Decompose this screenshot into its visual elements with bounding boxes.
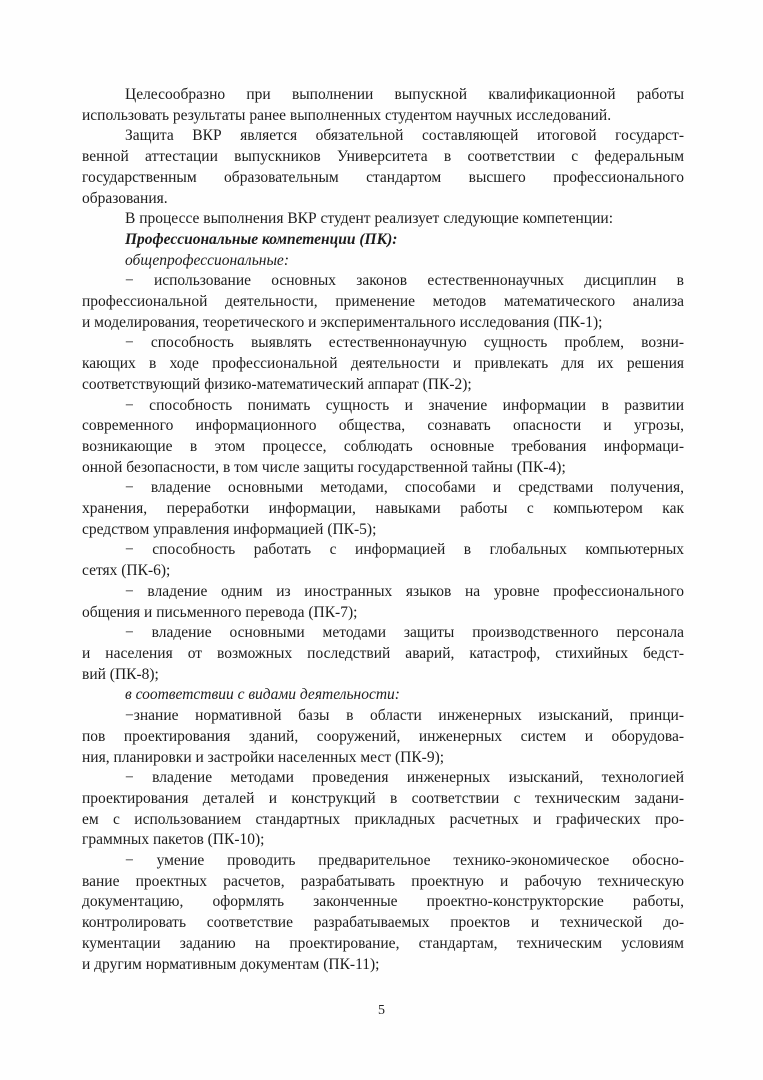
text-line: − способность работать с информацией в глобальных компьютерных [125, 541, 684, 559]
text-line: онной безопасности, в том числе защиты государственной тайны (ПК-4); [82, 458, 566, 476]
item-pk-10 [82, 768, 684, 851]
text-line: − использование основных законов естественнонаучных дисциплин в [125, 272, 684, 290]
paragraph-vkr-defense [82, 126, 684, 209]
text-line: и населения от возможных последствий аварий, катастроф, стихийных бедст- [82, 644, 684, 662]
text-line: − владение методами проведения инженерных изысканий, технологией [125, 769, 684, 787]
text-line: граммных пакетов (ПК-10); [82, 831, 265, 849]
text-line: кающих в ходе профессиональной деятельности и привлекать для их решения [82, 355, 684, 373]
item-pk-4 [82, 396, 684, 479]
item-pk-6 [82, 540, 684, 581]
text-line: вание проектных расчетов, разрабатывать проектную и рабочую техническую [82, 872, 684, 890]
subheading-general-professional [82, 251, 684, 272]
text-line: общепрофессиональные: [125, 251, 289, 269]
text-line: Целесообразно при выполнении выпускной квалификационной работы [125, 86, 684, 103]
paragraph-competencies-intro [82, 209, 684, 230]
item-pk-5 [82, 478, 684, 540]
item-pk-9 [82, 706, 684, 768]
text-line: ем с использованием стандартных прикладных расчетных и графических про- [82, 810, 684, 828]
text-line: венной аттестации выпускников Университета в соответствии с федеральным [82, 148, 684, 166]
text-line: − способность понимать сущность и значение информации в развитии [125, 396, 684, 414]
page-number: 5 [378, 1003, 385, 1018]
text-line: соответствующий физико-математический аппарат (ПК-2); [82, 375, 472, 393]
text-line: в соответствии с видами деятельности: [125, 686, 400, 704]
text-line: − владение основными методами защиты производственного персонала [125, 624, 684, 642]
text-line: хранения, переработки информации, навыками работы с компьютером как [82, 500, 684, 518]
text-line: профессиональной деятельности, применение методов математического анализа [82, 293, 684, 311]
text-line: − умение проводить предварительное технико-экономическое обосно- [125, 852, 684, 870]
item-pk-1 [82, 271, 684, 333]
text-line: общения и письменного перевода (ПК-7); [82, 603, 358, 621]
item-pk-8 [82, 623, 684, 685]
text-line: ния, планировки и застройки населенных мест (ПК-9); [82, 748, 445, 766]
text-line: использовать результаты ранее выполненных студентом научных исследований. [82, 106, 612, 124]
text-line: средством управления информацией (ПК-5); [82, 520, 377, 538]
text-line: возникающие в этом процессе, соблюдать основные требования информаци- [82, 437, 684, 455]
text-line: кументации заданию на проектирование, стандартам, техническим условиям [82, 934, 684, 952]
item-pk-11 [82, 851, 684, 975]
text-line: Профессиональные компетенции (ПК): [125, 230, 398, 248]
text-line: образования. [82, 189, 168, 207]
text-line: вий (ПК-8); [82, 665, 159, 683]
heading-professional-competencies [82, 230, 684, 251]
text-line: государственным образовательным стандартом высшего профессионального [82, 168, 684, 186]
text-line: и моделирования, теоретического и экспериментального исследования (ПК-1); [82, 313, 603, 331]
text-line: В процессе выполнения ВКР студент реализует следующие компетенции: [125, 210, 614, 228]
text-line: документацию, оформлять законченные проектно-конструкторские работы, [82, 893, 684, 911]
text-line: пов проектирования зданий, сооружений, инженерных систем и оборудова- [82, 727, 684, 745]
text-line: контролировать соответствие разрабатываемых проектов и технической до- [82, 914, 684, 932]
item-pk-7 [82, 582, 684, 623]
document-text [82, 85, 684, 975]
text-line: Защита ВКР является обязательной составляющей итоговой государст- [125, 127, 684, 145]
subheading-activity-types [82, 685, 684, 706]
text-line: − владение основными методами, способами и средствами получения, [125, 479, 684, 497]
paragraph-recommendation [82, 85, 684, 126]
text-line: − владение одним из иностранных языков на уровне профессионального [125, 582, 684, 600]
text-line: современного информационного общества, сознавать опасности и угрозы, [82, 417, 684, 435]
text-line: проектирования деталей и конструкций в соответствии с техническим задани- [82, 789, 684, 807]
item-pk-2 [82, 333, 684, 395]
text-line: и другим нормативным документам (ПК-11); [82, 955, 380, 973]
text-line: − способность выявлять естественнонаучную сущность проблем, возни- [125, 334, 684, 352]
text-line: −знание нормативной базы в области инженерных изысканий, принци- [125, 707, 684, 725]
text-line: сетях (ПК-6); [82, 562, 171, 580]
